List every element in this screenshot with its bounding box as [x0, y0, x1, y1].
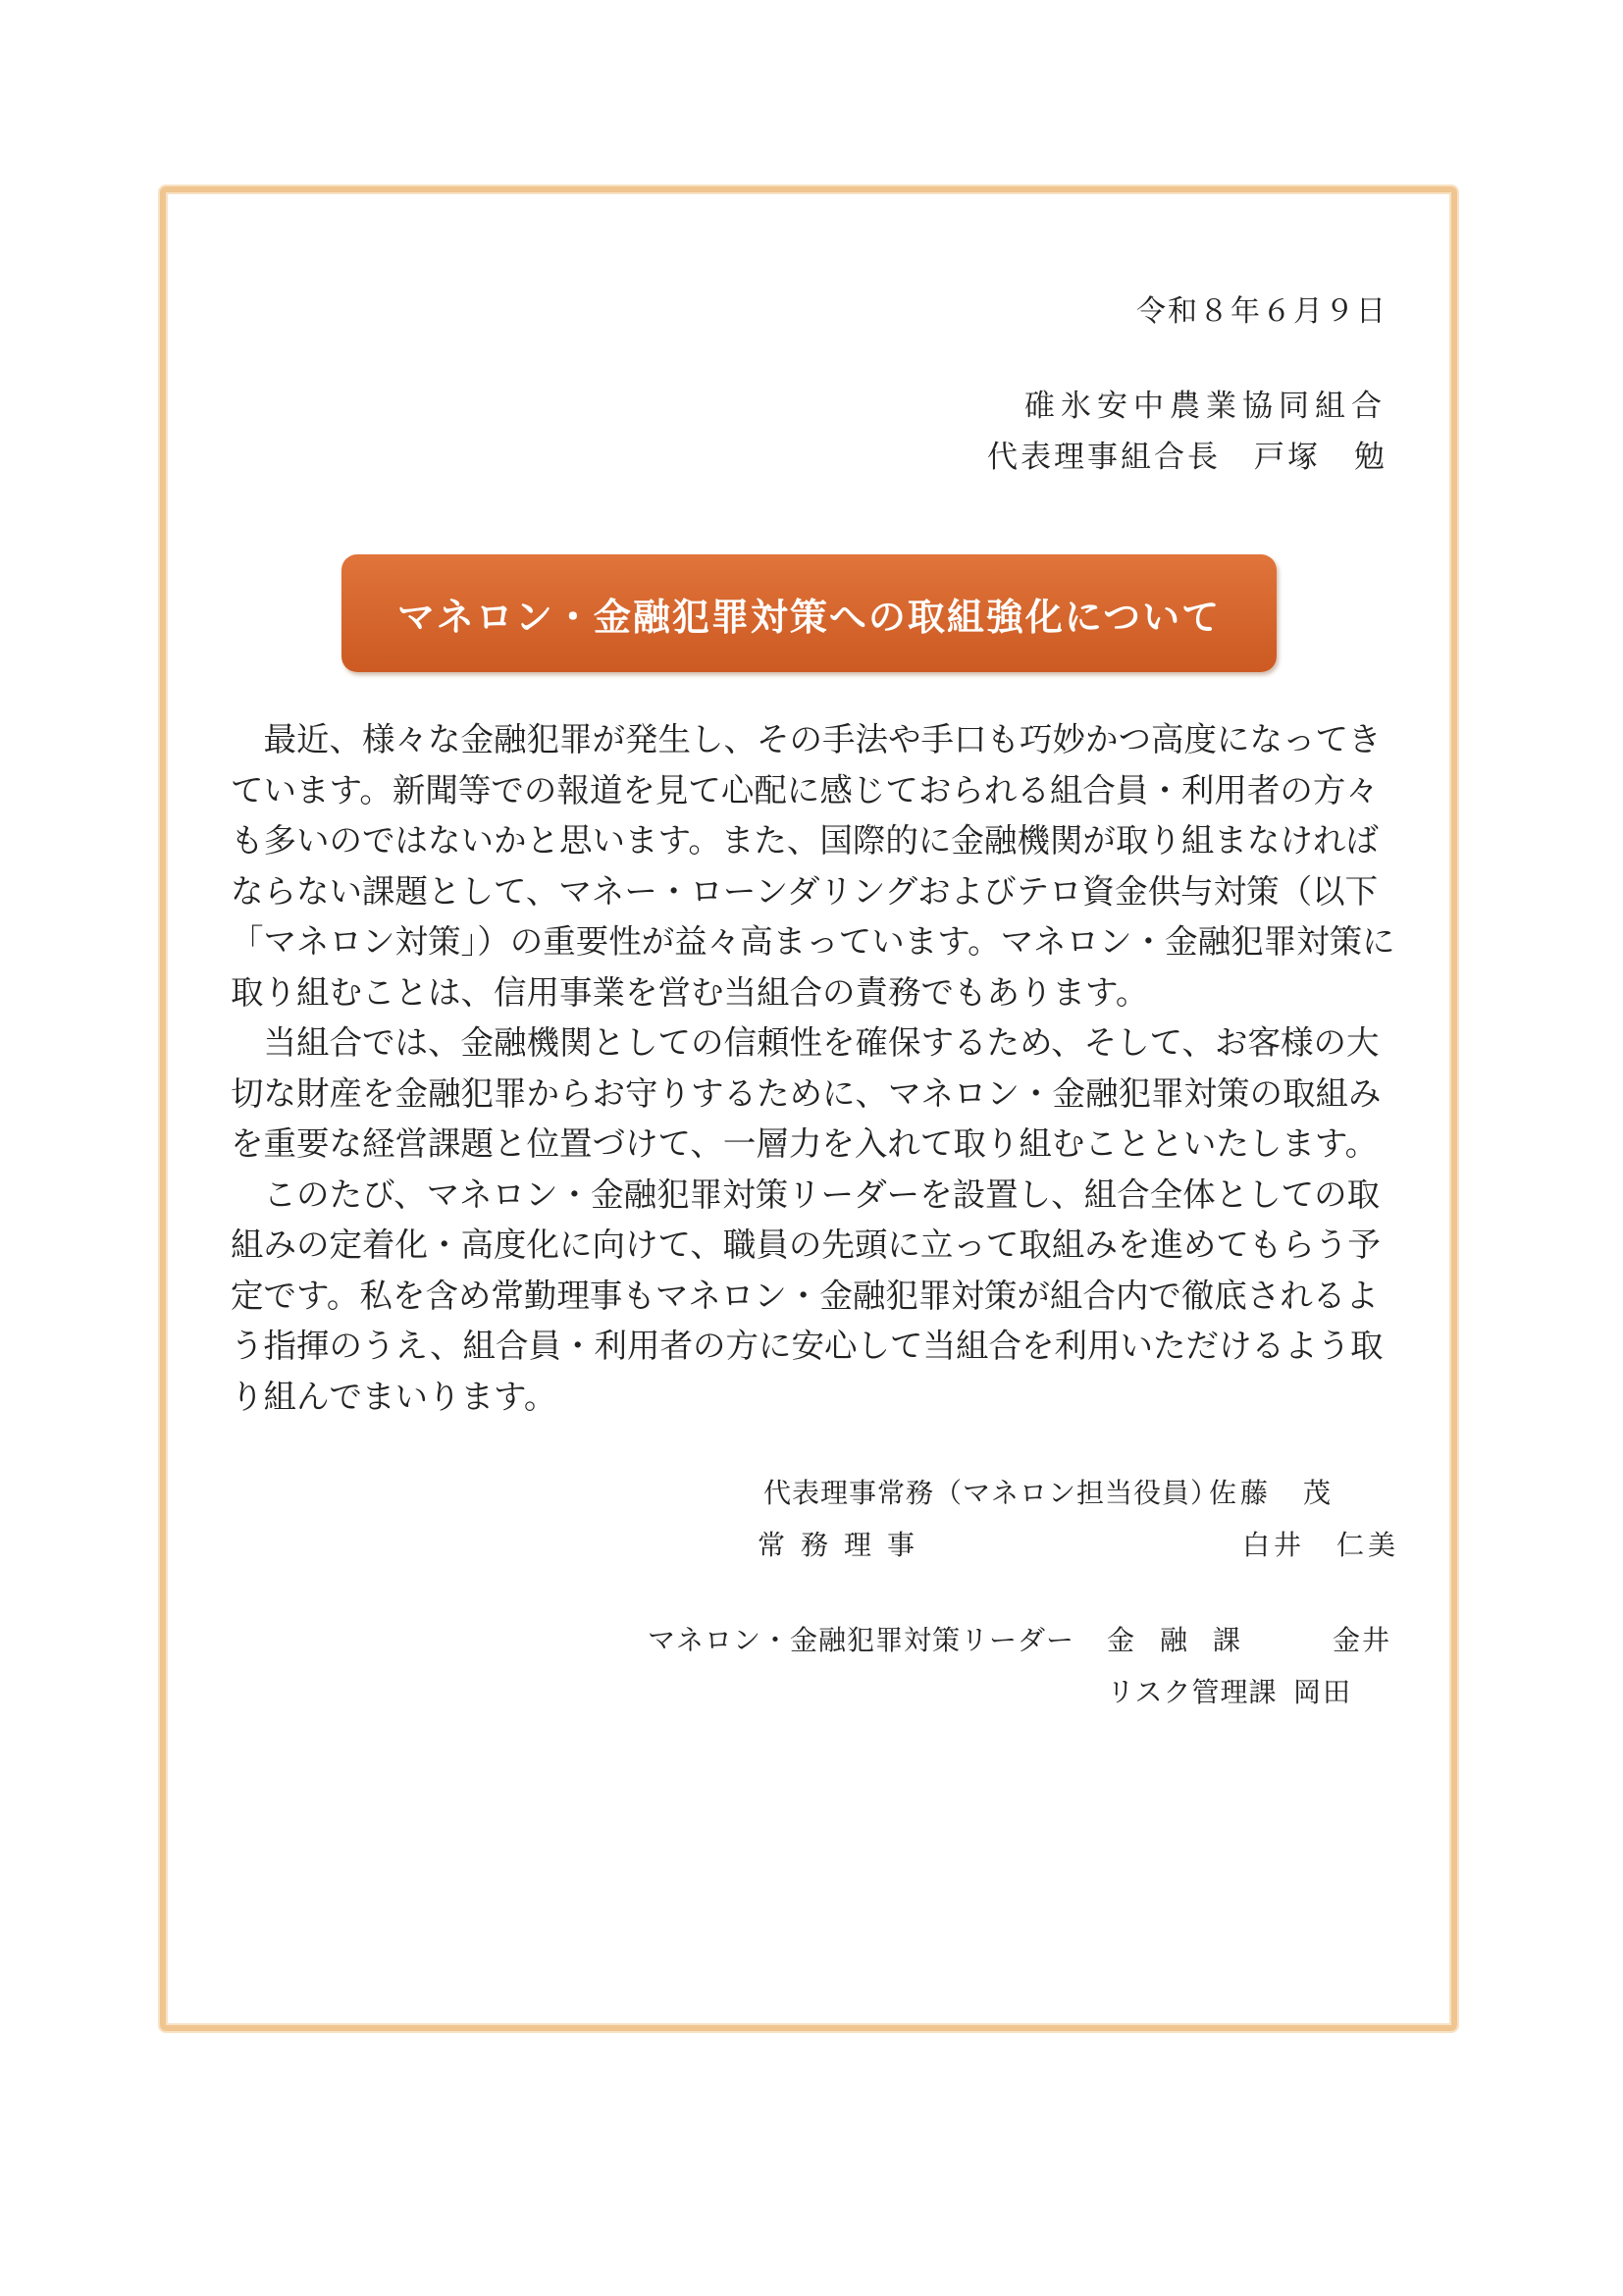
leader-name: 岡田: [1293, 1676, 1353, 1708]
title-banner: [341, 554, 1277, 672]
leader-department: リスク管理課: [1107, 1676, 1278, 1708]
leader-name: 金井: [1333, 1624, 1392, 1656]
body-paragraph: このたび、マネロン・金融犯罪対策リーダーを設置し、組合全体としての取組みの定着化・高度化に向けて、職員の先頭に立って取組みを進めてもらう予定です。私を含め常勤理事もマネロン・金融犯罪対策が組合内で徹底されるよう指揮のうえ、組合員・利用者の方に安心して当組合を利用いただけるよう取り組んでまいります。: [231, 1174, 1384, 1416]
signatory-name: 白井 仁美: [1242, 1529, 1400, 1561]
signatory-name: 佐藤 茂: [1209, 1477, 1335, 1509]
body-text: [231, 714, 1398, 1422]
document-title: マネロン・金融犯罪対策への取組強化について: [396, 595, 1222, 639]
signatory-title: 代表理事常務（マネロン担当役員）: [763, 1477, 1220, 1509]
body-paragraph: 当組合では、金融機関としての信頼性を確保するため、そして、お客様の大切な財産を金融犯罪からお守りするために、マネロン・金融犯罪対策の取組みを重要な経営課題と位置づけて、一層力を入れて取り組むことといたします。: [231, 1023, 1382, 1163]
leader-role-title: マネロン・金融犯罪対策リーダー: [648, 1624, 1075, 1656]
issuer-representative: 代表理事組合長 戸塚 勉: [987, 440, 1387, 475]
leader-department: 金融課: [1107, 1624, 1267, 1656]
document-date: 令和８年６月９日: [1136, 294, 1387, 329]
signatory-title: 常務理事: [758, 1529, 931, 1561]
issuer-organization: 碓氷安中農業協同組合: [1024, 389, 1387, 424]
body-paragraph: 最近、様々な金融犯罪が発生し、その手法や手口も巧妙かつ高度になってきています。新聞等での報道を見て心配に感じておられる組合員・利用者の方々も多いのではないかと思います。また、国際的に金融機関が取り組まなければならない課題として、マネー・ローンダリングおよびテロ資金供与対策（以下「マネロン対策」）の重要性が益々高まっています。マネロン・金融犯罪対策に取り組むことは、信用事業を営む当組合の責務でもあります。: [231, 720, 1395, 1012]
